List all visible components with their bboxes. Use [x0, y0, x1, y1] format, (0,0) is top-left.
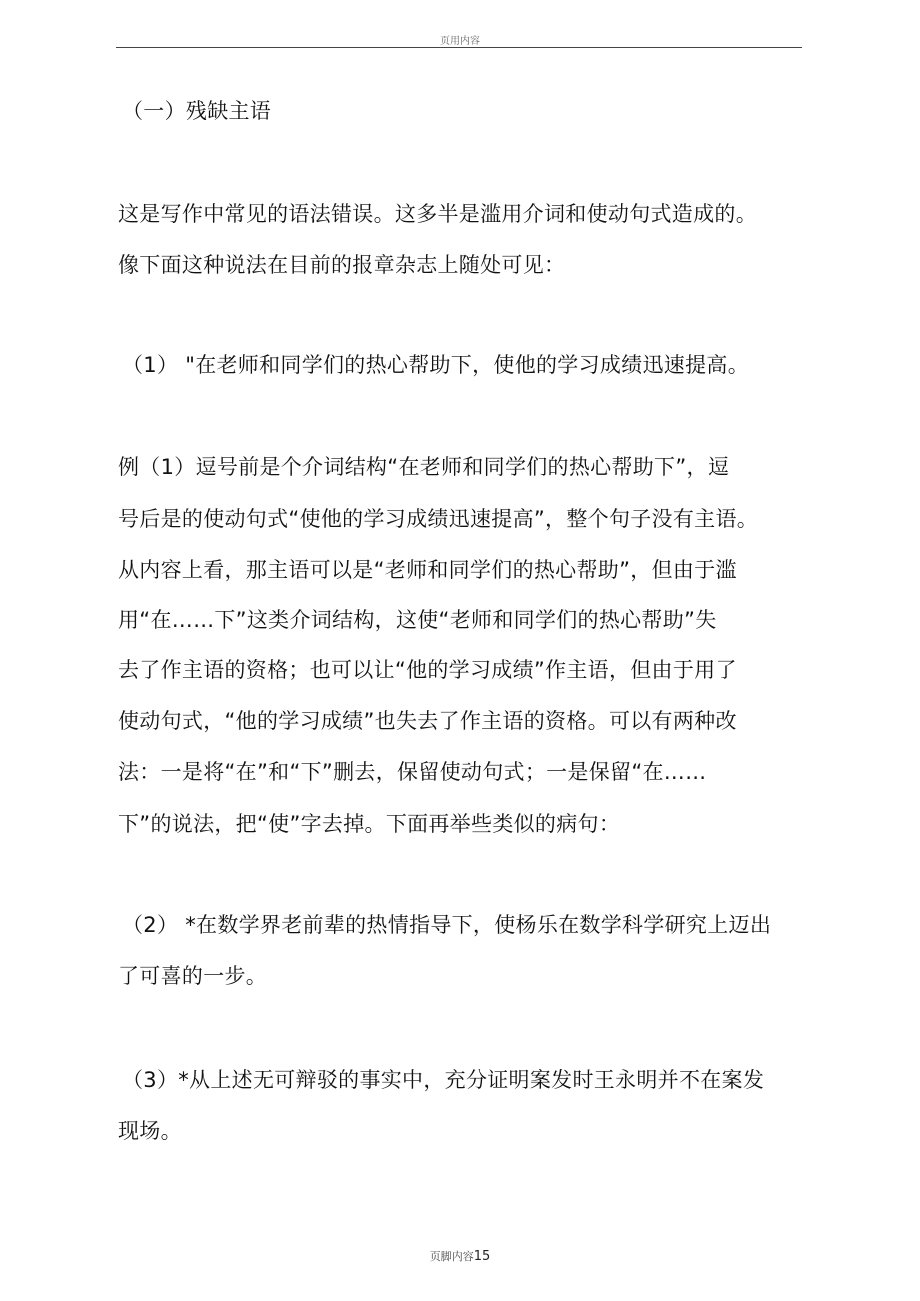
analysis-line-7: 法：一是将“在”和“下”删去，保留使动句式；一是保留“在……	[118, 760, 707, 784]
analysis-line-4: 用“在……下”这类介词结构，这使“老师和同学们的热心帮助”失	[118, 608, 717, 632]
analysis-line-8: 下”的说法，把“使”字去掉。下面再举些类似的病句：	[118, 812, 621, 836]
section-heading: （一）残缺主语	[122, 99, 272, 123]
analysis-line-2: 号后是的使动句式“使他的学习成绩迅速提高”，整个句子没有主语。	[118, 507, 759, 531]
analysis-line-3: 从内容上看，那主语可以是“老师和同学们的热心帮助”，但由于滥	[118, 558, 737, 582]
footer-label: 页脚内容	[429, 1250, 474, 1263]
example-3-line-1: （3）*从上述无可辩驳的事实中，充分证明案发时王永明并不在案发	[122, 1068, 765, 1092]
page-header-text: 页用内容	[440, 36, 480, 47]
header-rule	[116, 47, 802, 48]
example-2-line-1: （2） *在数学界老前辈的热情指导下，使杨乐在数学科学研究上迈出	[122, 913, 772, 937]
example-1: （1） "在老师和同学们的热心帮助下，使他的学习成绩迅速提高。	[122, 353, 749, 377]
analysis-line-1: 例（1）逗号前是个介词结构“在老师和同学们的热心帮助下”，逗	[118, 455, 730, 479]
analysis-line-5: 去了作主语的资格；也可以让“他的学习成绩”作主语，但由于用了	[118, 658, 737, 682]
page-number: 15	[473, 1249, 491, 1264]
page-footer	[0, 1250, 920, 1264]
example-2-line-2: 了可喜的一步。	[118, 964, 268, 988]
intro-line-2: 像下面这种说法在目前的报章杂志上随处可见：	[118, 253, 566, 277]
example-3-line-2: 现场。	[118, 1119, 182, 1143]
intro-line-1: 这是写作中常见的语法错误。这多半是滥用介词和使动句式造成的。	[118, 202, 757, 226]
analysis-line-6: 使动句式，“他的学习成绩”也失去了作主语的资格。可以有两种改	[118, 709, 737, 733]
